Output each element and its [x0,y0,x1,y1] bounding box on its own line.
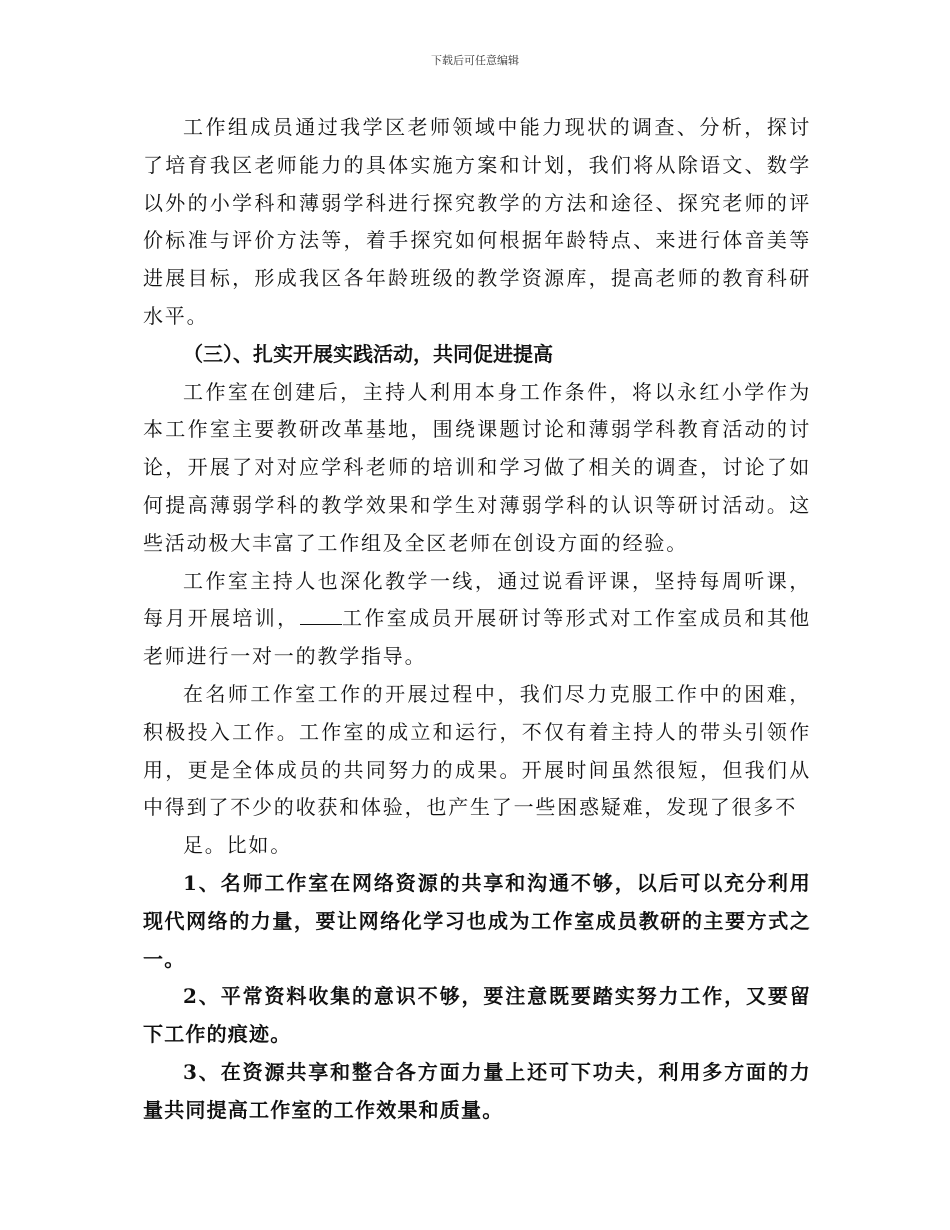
paragraph-shortcomings: 足。比如。 [183,833,292,858]
list-item-1: 1、名师工作室在网络资源的共享和沟通不够，以后可以充分利用现代网络的力量，要让网络化学习也成为工作室成员教研的主要方式之一。 [143,870,811,971]
section-heading-3: （三）、扎实开展实践活动，共同促进提高 [183,341,553,366]
paragraph-research: 工作组成员通过我学区老师领域中能力现状的调查、分析，探讨了培育我区老师能力的具体实施方案和计划，我们将从除语文、数学以外的小学科和薄弱学科进行探究教学的方法和途径、探究老师的评价标准与评价方法等，着手探究如何根据年龄特点、来进行体音美等进展目标，形成我区各年龄班级的教学资源库，提高老师的教育科研水平。 [143,115,811,328]
blank-underline [300,623,342,625]
list-item-3: 3、在资源共享和整合各方面力量上还可下功夫，利用多方面的力量共同提高工作室的工作效果和质量。 [143,1059,811,1122]
paragraph-process: 在名师工作室工作的开展过程中，我们尽力克服工作中的困难，积极投入工作。工作室的成立和运行，不仅有着主持人的带头引领作用，更是全体成员的共同努力的成果。开展时间虽然很短，但我们从中得到了不少的收获和体验，也产生了一些困惑疑难，发现了很多不 [143,681,811,820]
paragraph-practice: 工作室在创建后，主持人利用本身工作条件，将以永红小学作为本工作室主要教研改革基地，围绕课题讨论和薄弱学科教育活动的讨论，开展了对对应学科老师的培训和学习做了相关的调查，讨论了如何提高薄弱学科的教学效果和学生对薄弱学科的认识等研讨活动。这些活动极大丰富了工作组及全区老师在创设方面的经验。 [143,379,811,555]
paragraph-host [143,563,811,676]
document-body [143,109,811,1130]
page-header: 下载后可任意编辑 [431,54,519,67]
paragraph-host-part2: 工作室成员开展研讨等形式对工作室成员和其他老师进行一对一的教学指导。 [143,606,811,669]
list-item-2: 2、平常资料收集的意识不够，要注意既要踏实努力工作，又要留下工作的痕迹。 [143,984,811,1047]
paragraph-host-part1: 工作室主持人也深化教学一线，通过说看评课，坚持每周听课，每月开展培训， [143,568,811,631]
